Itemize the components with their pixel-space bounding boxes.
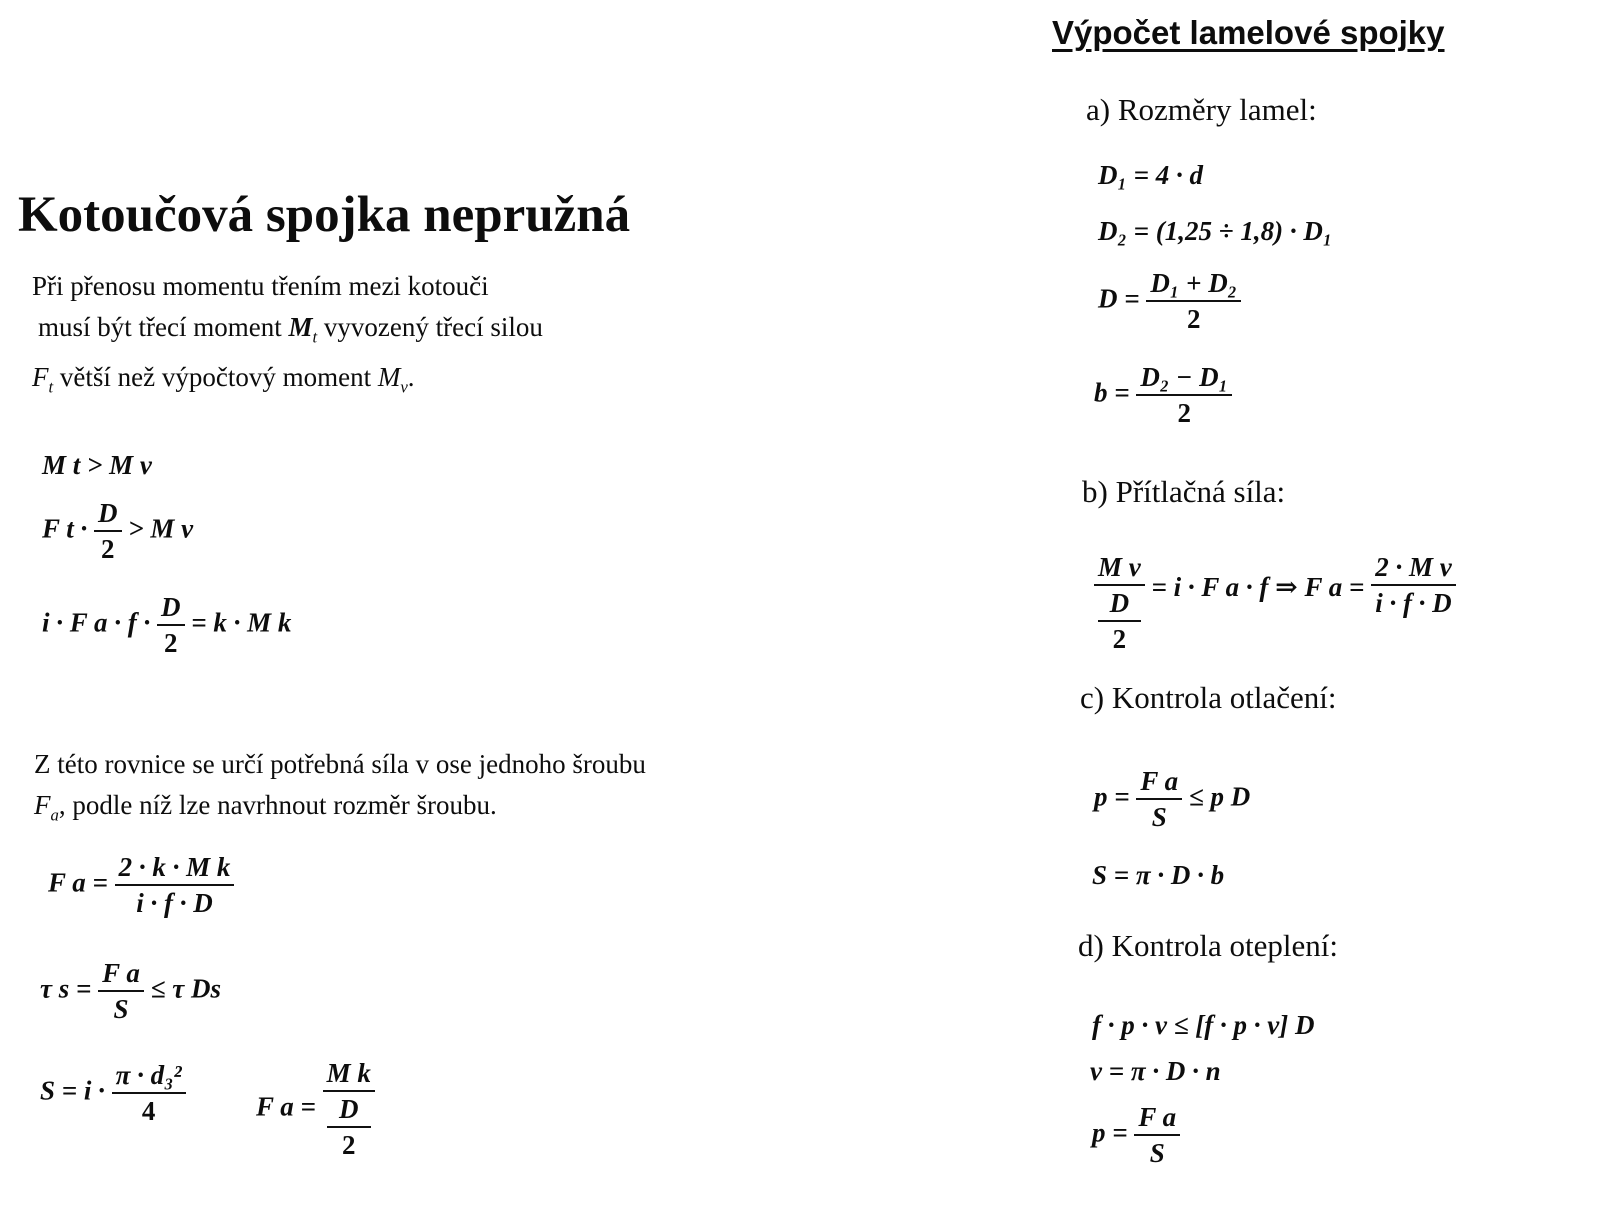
intro-line-1: Při přenosu momentu třením mezi kotouči [32,271,489,301]
equation-moment-inequality: M t > M v [42,450,152,480]
heading-pressure-check: c) Kontrola otlačení: [1080,680,1337,715]
bolt-paragraph [34,744,894,835]
bolt-line-2: $F_a$, podle níž lze navrhnout rozměr šroubu. [34,790,497,825]
equation-bolt-area: S = i · $\frac{\text{π · d₃²}}{4}$ [40,1062,186,1125]
heading-lamella-dimensions: a) Rozměry lamel: [1086,92,1317,127]
equation-friction-force: F t · $\frac{D}{2}$ > M v [42,498,194,564]
intro-paragraph [32,266,812,408]
heading-heating-check: d) Kontrola oteplení: [1078,928,1338,963]
equation-contact-area: S = π · D · b [1092,860,1225,890]
equation-lamella-width: b = $\frac{\text{D₂ − D₁}}{2}$ [1094,364,1232,427]
equation-axial-force: i · F a · f · $\frac{D}{2}$ = k · M k [42,592,292,658]
equation-d2: D₂ = (1,25 ÷ 1,8) · D₁ [1098,216,1333,246]
equation-axial-force-formula: F a = $\frac{\text{2 · k · M k}}{i \cdot f \cdot D}$ [48,854,234,917]
heading-pressing-force: b) Přítlačná síla: [1082,474,1286,509]
equation-force-from-moment: F a = M k D 2 [256,1060,375,1159]
equation-contact-pressure: p = $\frac{\text{F a}}{S}$ ≤ p D [1094,766,1251,832]
equation-mean-diameter: D = $\frac{\text{D₁ + D₂}}{2}$ [1098,270,1241,333]
equation-sliding-speed: v = π · D · n [1090,1056,1221,1086]
intro-line-3: $F_t$ větší než výpočtový moment $M_v$. [32,362,415,397]
section-title: Výpočet lamelové spojky [1052,14,1445,51]
bolt-line-1: Z této rovnice se určí potřebná síla v ose jednoho šroubu [34,749,646,779]
equation-pressing-force: M v D 2 = i · F a · f ⇒ F a = $\frac{\text{2 · M v}}{i \cdot f \cdot D}$ [1094,554,1456,653]
equation-d1: D₁ = 4 · d [1098,160,1204,190]
page-title: Kotoučová spojka nepružná [18,187,631,243]
equation-shear-stress: τ s = $\frac{\text{F a}}{S}$ ≤ τ Ds [40,958,221,1024]
intro-line-2: musí být třecí moment $M_t$ vyvozený třecí silou [38,312,543,347]
equation-fpv-limit: f · p · v ≤ [f · p · v] D [1092,1010,1315,1040]
equation-pressure: p = $\frac{\text{F a}}{S}$ [1092,1104,1180,1167]
